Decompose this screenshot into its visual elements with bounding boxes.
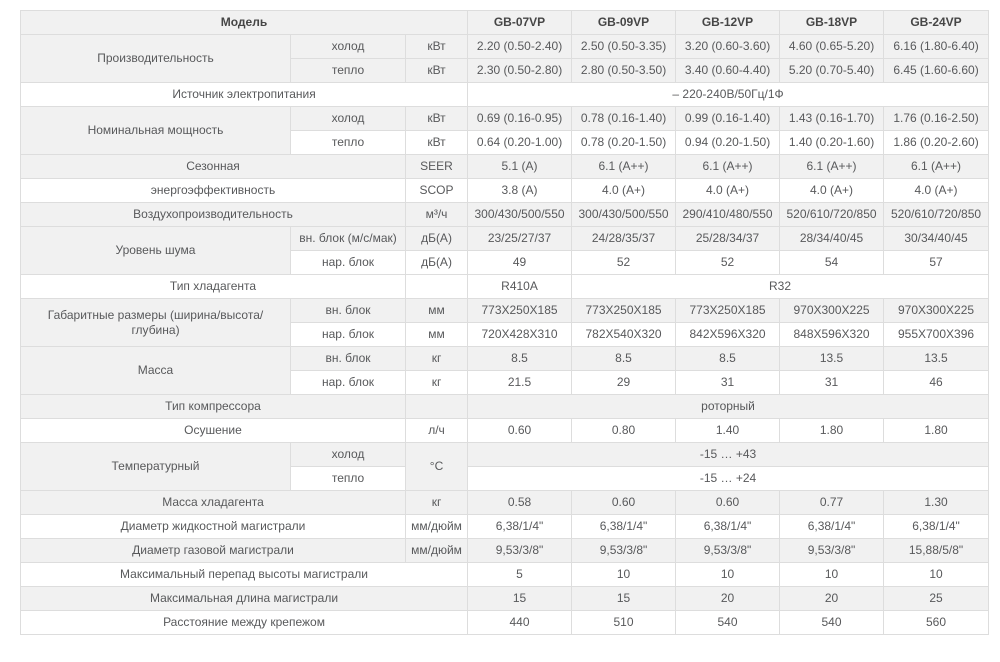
row-label: Номинальная мощность [21, 107, 291, 155]
spec-value: 0.99 (0.16-1.40) [676, 107, 780, 131]
spec-value: 49 [468, 251, 572, 275]
table-row [21, 11, 989, 35]
spec-value: 290/410/480/550 [676, 203, 780, 227]
table-row [21, 611, 989, 635]
spec-value: 6.1 (A++) [780, 155, 884, 179]
specs-table-body [21, 11, 989, 635]
spec-value: 31 [676, 371, 780, 395]
spec-value: 29 [572, 371, 676, 395]
spec-value: 520/610/720/850 [780, 203, 884, 227]
column-header: GB-18VP [780, 11, 884, 35]
row-label: Тип компрессора [21, 395, 406, 419]
unit-cell: кВт [406, 59, 468, 83]
spec-value: 6.1 (A++) [676, 155, 780, 179]
row-sublabel: вн. блок [291, 299, 406, 323]
spec-value: 15 [572, 587, 676, 611]
spec-value: R410A [468, 275, 572, 299]
spec-value: 6.1 (A++) [884, 155, 989, 179]
unit-cell: SCOP [406, 179, 468, 203]
spec-value: 15 [468, 587, 572, 611]
table-row [21, 155, 989, 179]
table-row [21, 347, 989, 371]
table-row [21, 227, 989, 251]
unit-cell: кг [406, 371, 468, 395]
column-header: GB-12VP [676, 11, 780, 35]
column-header: GB-09VP [572, 11, 676, 35]
spec-value: 0.64 (0.20-1.00) [468, 131, 572, 155]
specs-table [20, 10, 989, 635]
spec-value: 4.0 (A+) [780, 179, 884, 203]
spec-value: 6.45 (1.60-6.60) [884, 59, 989, 83]
spec-value: 5.1 (A) [468, 155, 572, 179]
row-label: Уровень шума [21, 227, 291, 275]
spec-value: 0.78 (0.16-1.40) [572, 107, 676, 131]
spec-value: 28/34/40/45 [780, 227, 884, 251]
spec-value: 300/430/500/550 [572, 203, 676, 227]
spec-value: 9,53/3/8" [780, 539, 884, 563]
row-label: Температурный [21, 443, 291, 491]
spec-value: 6,38/1/4" [676, 515, 780, 539]
spec-value: 8.5 [572, 347, 676, 371]
spec-value: 25/28/34/37 [676, 227, 780, 251]
spec-value: 6,38/1/4" [572, 515, 676, 539]
spec-value: 4.60 (0.65-5.20) [780, 35, 884, 59]
unit-cell [406, 275, 468, 299]
spec-value: 30/34/40/45 [884, 227, 989, 251]
spec-value: 520/610/720/850 [884, 203, 989, 227]
row-sublabel: нар. блок [291, 251, 406, 275]
spec-value: 10 [572, 563, 676, 587]
row-label: Габаритные размеры (ширина/высота/глубина) [21, 299, 291, 347]
column-header: GB-07VP [468, 11, 572, 35]
table-row [21, 491, 989, 515]
row-label: Производительность [21, 35, 291, 83]
spec-value: 9,53/3/8" [468, 539, 572, 563]
table-row [21, 203, 989, 227]
unit-cell: кВт [406, 35, 468, 59]
spec-value: 773X250X185 [572, 299, 676, 323]
spec-value: 842X596X320 [676, 323, 780, 347]
spec-value: 560 [884, 611, 989, 635]
unit-cell: кВт [406, 107, 468, 131]
spec-value: 8.5 [468, 347, 572, 371]
unit-cell: кг [406, 347, 468, 371]
unit-cell: мм/дюйм [406, 539, 468, 563]
spec-value: 10 [884, 563, 989, 587]
spec-value: 5 [468, 563, 572, 587]
spec-value: 540 [780, 611, 884, 635]
spec-value: 300/430/500/550 [468, 203, 572, 227]
spec-value: 1.43 (0.16-1.70) [780, 107, 884, 131]
unit-cell: л/ч [406, 419, 468, 443]
spec-value: 6,38/1/4" [884, 515, 989, 539]
spec-value: 10 [676, 563, 780, 587]
row-label: энергоэффективность [21, 179, 406, 203]
row-sublabel: холод [291, 107, 406, 131]
unit-cell: мм [406, 299, 468, 323]
spec-value: 1.40 [676, 419, 780, 443]
spec-value: 57 [884, 251, 989, 275]
spec-value: 540 [676, 611, 780, 635]
table-row [21, 35, 989, 59]
spec-value: 955X700X396 [884, 323, 989, 347]
unit-cell: °C [406, 443, 468, 491]
spec-value: роторный [468, 395, 989, 419]
unit-cell: мм [406, 323, 468, 347]
row-sublabel: тепло [291, 59, 406, 83]
spec-value: 3.40 (0.60-4.40) [676, 59, 780, 83]
row-label: Максимальный перепад высоты магистрали [21, 563, 468, 587]
spec-value: 13.5 [780, 347, 884, 371]
spec-value: 0.60 [468, 419, 572, 443]
column-header: Модель [21, 11, 468, 35]
table-row [21, 563, 989, 587]
spec-value: 4.0 (A+) [676, 179, 780, 203]
row-label: Диаметр газовой магистрали [21, 539, 406, 563]
spec-value: 0.60 [676, 491, 780, 515]
spec-value: 52 [676, 251, 780, 275]
spec-value: 31 [780, 371, 884, 395]
spec-value: 1.40 (0.20-1.60) [780, 131, 884, 155]
spec-value: 20 [780, 587, 884, 611]
spec-value: 46 [884, 371, 989, 395]
row-label: Масса [21, 347, 291, 395]
row-label: Тип хладагента [21, 275, 406, 299]
spec-sheet [20, 10, 988, 635]
table-row [21, 83, 989, 107]
spec-value: 6.16 (1.80-6.40) [884, 35, 989, 59]
table-row [21, 395, 989, 419]
spec-value: 2.20 (0.50-2.40) [468, 35, 572, 59]
spec-value: 4.0 (A+) [884, 179, 989, 203]
unit-cell: мм/дюйм [406, 515, 468, 539]
spec-value: 0.94 (0.20-1.50) [676, 131, 780, 155]
spec-value: -15 … +43 [468, 443, 989, 467]
spec-value: 970X300X225 [780, 299, 884, 323]
spec-value: 0.58 [468, 491, 572, 515]
spec-value: 13.5 [884, 347, 989, 371]
spec-value: 2.50 (0.50-3.35) [572, 35, 676, 59]
unit-cell [406, 395, 468, 419]
table-row [21, 419, 989, 443]
row-sublabel: холод [291, 35, 406, 59]
row-label: Максимальная длина магистрали [21, 587, 468, 611]
spec-value: 848X596X320 [780, 323, 884, 347]
table-row [21, 515, 989, 539]
spec-value: 4.0 (A+) [572, 179, 676, 203]
spec-value: 773X250X185 [676, 299, 780, 323]
spec-value: 20 [676, 587, 780, 611]
column-header: GB-24VP [884, 11, 989, 35]
spec-value: 25 [884, 587, 989, 611]
spec-value: 10 [780, 563, 884, 587]
spec-value: 8.5 [676, 347, 780, 371]
table-row [21, 587, 989, 611]
row-label: Осушение [21, 419, 406, 443]
spec-value: 15,88/5/8" [884, 539, 989, 563]
spec-value: 1.86 (0.20-2.60) [884, 131, 989, 155]
unit-cell: SEER [406, 155, 468, 179]
spec-value: 0.78 (0.20-1.50) [572, 131, 676, 155]
row-sublabel: нар. блок [291, 371, 406, 395]
row-label: Сезонная [21, 155, 406, 179]
spec-value: 1.80 [884, 419, 989, 443]
table-row [21, 443, 989, 467]
row-sublabel: вн. блок [291, 347, 406, 371]
spec-value: 9,53/3/8" [676, 539, 780, 563]
spec-value: 52 [572, 251, 676, 275]
spec-value: 54 [780, 251, 884, 275]
row-sublabel: холод [291, 443, 406, 467]
row-sublabel: тепло [291, 467, 406, 491]
row-sublabel: вн. блок (м/с/мак) [291, 227, 406, 251]
spec-value: 2.30 (0.50-2.80) [468, 59, 572, 83]
spec-value: 6,38/1/4" [780, 515, 884, 539]
table-row [21, 299, 989, 323]
table-row [21, 539, 989, 563]
spec-value: 0.60 [572, 491, 676, 515]
spec-value: 510 [572, 611, 676, 635]
spec-value: 6.1 (A++) [572, 155, 676, 179]
row-label: Источник электропитания [21, 83, 468, 107]
row-sublabel: тепло [291, 131, 406, 155]
row-label: Воздухопроизводительность [21, 203, 406, 227]
spec-value: 773X250X185 [468, 299, 572, 323]
table-row [21, 179, 989, 203]
spec-value: – 220-240В/50Гц/1Ф [468, 83, 989, 107]
spec-value: 2.80 (0.50-3.50) [572, 59, 676, 83]
table-row [21, 275, 989, 299]
spec-value: 0.77 [780, 491, 884, 515]
unit-cell: дБ(А) [406, 251, 468, 275]
spec-value: 9,53/3/8" [572, 539, 676, 563]
spec-value: 970X300X225 [884, 299, 989, 323]
spec-value: 6,38/1/4" [468, 515, 572, 539]
row-label: Диаметр жидкостной магистрали [21, 515, 406, 539]
spec-value: R32 [572, 275, 989, 299]
spec-value: 720X428X310 [468, 323, 572, 347]
spec-value: -15 … +24 [468, 467, 989, 491]
spec-value: 5.20 (0.70-5.40) [780, 59, 884, 83]
spec-value: 1.80 [780, 419, 884, 443]
spec-value: 24/28/35/37 [572, 227, 676, 251]
unit-cell: м³/ч [406, 203, 468, 227]
spec-value: 21.5 [468, 371, 572, 395]
row-label: Расстояние между крепежом [21, 611, 468, 635]
unit-cell: кВт [406, 131, 468, 155]
spec-value: 1.30 [884, 491, 989, 515]
unit-cell: кг [406, 491, 468, 515]
spec-value: 0.80 [572, 419, 676, 443]
spec-value: 440 [468, 611, 572, 635]
spec-value: 0.69 (0.16-0.95) [468, 107, 572, 131]
row-sublabel: нар. блок [291, 323, 406, 347]
unit-cell: дБ(А) [406, 227, 468, 251]
spec-value: 3.8 (A) [468, 179, 572, 203]
spec-value: 782X540X320 [572, 323, 676, 347]
row-label: Масса хладагента [21, 491, 406, 515]
spec-value: 3.20 (0.60-3.60) [676, 35, 780, 59]
spec-value: 23/25/27/37 [468, 227, 572, 251]
spec-value: 1.76 (0.16-2.50) [884, 107, 989, 131]
table-row [21, 107, 989, 131]
